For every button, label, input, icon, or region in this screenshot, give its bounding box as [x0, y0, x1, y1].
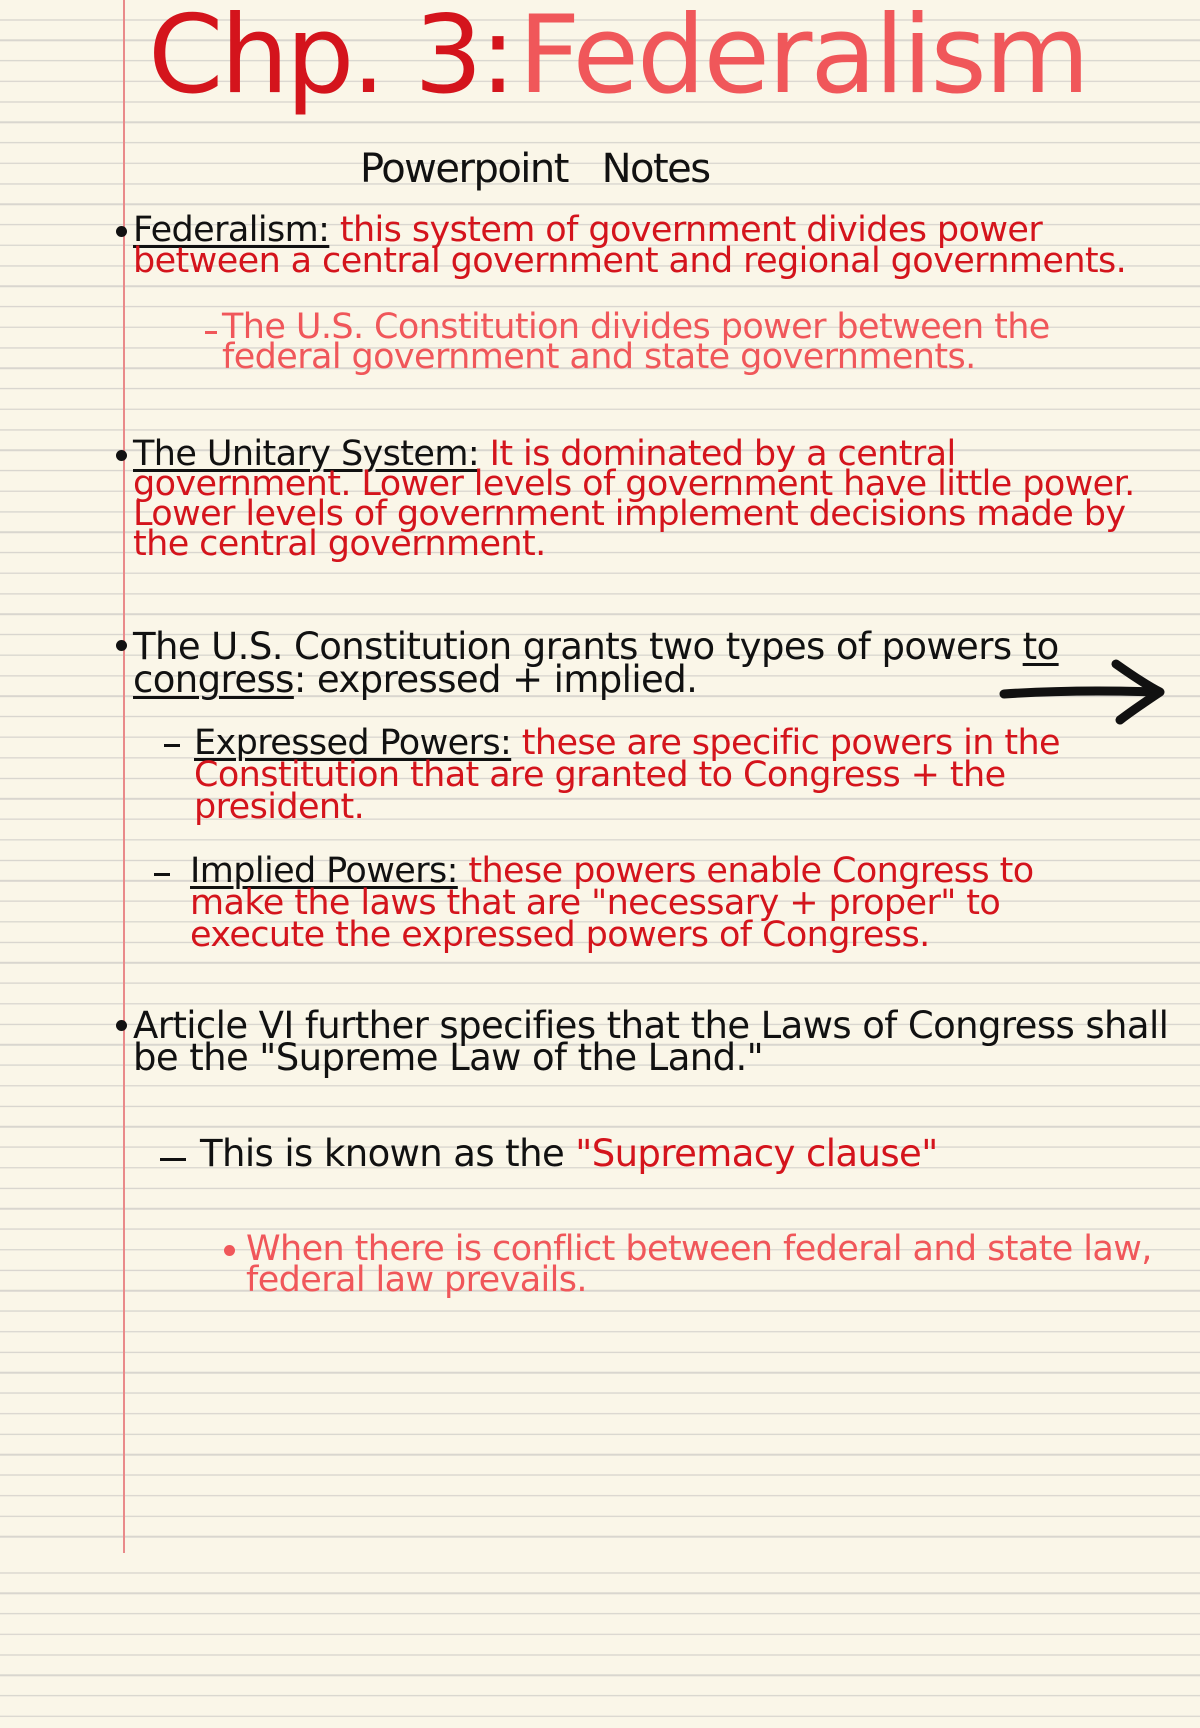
federalism-subpoint: The U.S. Constitution divides power between the federal government and state governments. — [222, 307, 1050, 377]
implied-powers-note — [190, 851, 1070, 955]
federalism-note — [133, 210, 1133, 281]
constitution-note — [133, 625, 1143, 701]
dash-icon — [205, 331, 217, 334]
bullet-icon — [116, 226, 127, 237]
article-vi-note: Article VI further specifies that the Laws of Congress shall be the "Supreme Law of the Land." — [133, 1004, 1169, 1079]
conflict-note: When there is conflict between federal and state law, federal law prevails. — [246, 1229, 1152, 1300]
unitary-term: The Unitary System: — [133, 434, 480, 474]
dash-icon — [164, 744, 180, 747]
expressed-definition: these are specific powers in the Constitution that are granted to Congress + the president. — [194, 723, 1060, 827]
federalism-term: Federalism: — [133, 210, 330, 250]
unitary-note — [133, 434, 1163, 564]
implied-term: Implied Powers: — [190, 851, 458, 891]
known-as-text: This is known as the — [200, 1132, 576, 1175]
constitution-text-underlined: to congress — [133, 625, 1059, 701]
dash-icon — [154, 873, 170, 876]
constitution-text-start: The U.S. Constitution grants two types of powers — [133, 625, 1023, 668]
forward-arrow-icon — [998, 656, 1170, 726]
title-topic: Federalism — [518, 0, 1089, 118]
page-title — [148, 0, 1089, 118]
implied-definition: these powers enable Congress to make the laws that are "necessary + proper" to execute the expressed powers of Congress. — [190, 851, 1034, 955]
expressed-powers-note — [194, 723, 1184, 827]
bullet-icon — [116, 450, 127, 461]
page-subtitle: Powerpoint Notes — [360, 146, 710, 192]
bullet-icon — [116, 640, 127, 651]
bullet-icon — [224, 1245, 235, 1256]
federalism-definition: this system of government divides power between a central government and regional governments. — [133, 210, 1127, 281]
supremacy-clause-note — [200, 1132, 1060, 1175]
drawn-arrow-icon — [998, 1656, 1170, 1726]
expressed-term: Expressed Powers: — [194, 723, 512, 763]
bullet-icon — [116, 1020, 127, 1031]
unitary-definition: It is dominated by a central government. Lower levels of government have little power. Lower levels of government implement decisions made by the central government. — [133, 434, 1135, 564]
constitution-text-end: : expressed + implied. — [293, 658, 698, 701]
supremacy-clause-name: "Supremacy clause" — [575, 1132, 938, 1175]
title-chapter: Chp. 3: — [148, 0, 514, 118]
dash-icon — [160, 1158, 186, 1161]
